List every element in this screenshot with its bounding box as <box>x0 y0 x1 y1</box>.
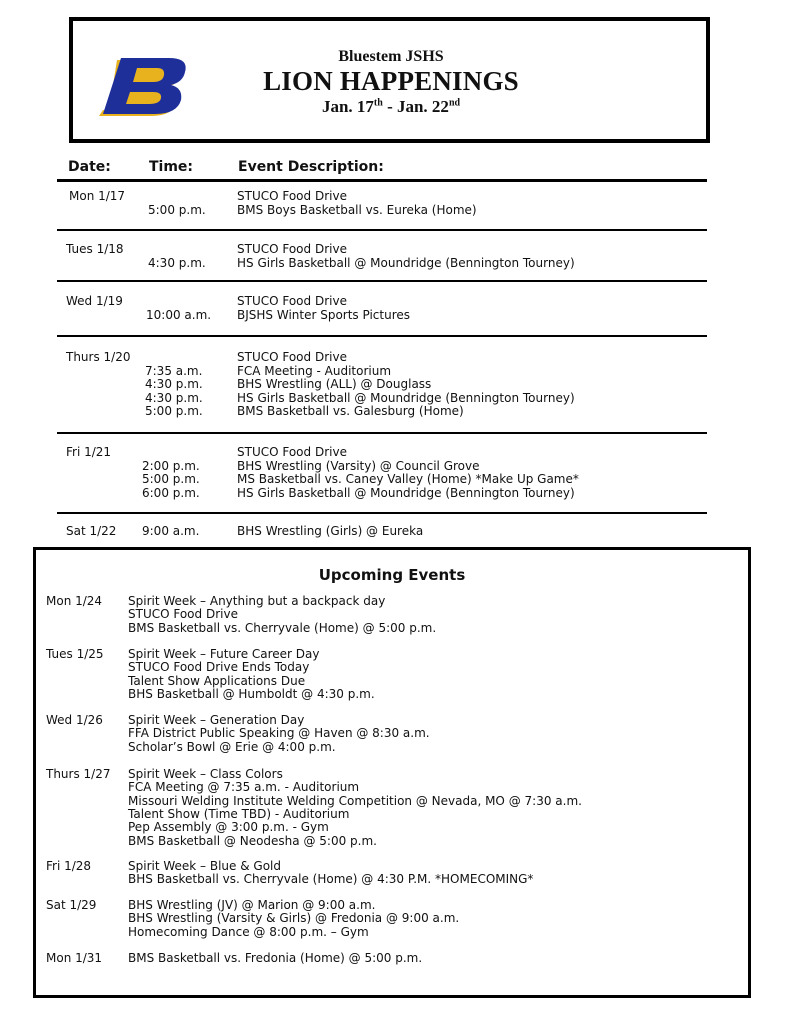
schedule-time: 7:35 a.m. <box>145 363 203 378</box>
upcoming-item: BHS Basketball vs. Cherryvale (Home) @ 4:30 P.M. *HOMECOMING* <box>128 872 534 887</box>
schedule-event: BMS Boys Basketball vs. Eureka (Home) <box>237 202 477 217</box>
schedule-event: BJSHS Winter Sports Pictures <box>237 307 411 322</box>
upcoming-item: Spirit Week – Anything but a backpack day <box>128 594 386 608</box>
upcoming-item: STUCO Food Drive Ends Today <box>128 660 310 675</box>
schedule-event: STUCO Food Drive <box>237 294 347 308</box>
schedule-time: 4:30 p.m. <box>148 255 206 270</box>
upcoming-item: Homecoming Dance @ 8:00 p.m. – Gym <box>128 924 369 939</box>
schedule-event: MS Basketball vs. Caney Valley (Home) *Make Up Game* <box>237 472 579 486</box>
schedule-date: Tues 1/18 <box>66 242 124 256</box>
schedule-date: Wed 1/19 <box>66 294 123 308</box>
header-rule <box>57 179 707 182</box>
upcoming-item: Pep Assembly @ 3:00 p.m. - Gym <box>128 820 329 835</box>
upcoming-item: BHS Wrestling (Varsity & Girls) @ Fredonia @ 9:00 a.m. <box>128 911 460 926</box>
schedule-time: 9:00 a.m. <box>142 524 200 538</box>
upcoming-item: STUCO Food Drive <box>128 607 238 622</box>
upcoming-item: Scholar’s Bowl @ Erie @ 4:00 p.m. <box>128 739 336 754</box>
schedule-date: Thurs 1/20 <box>66 350 131 364</box>
schedule-time: 4:30 p.m. <box>145 390 203 405</box>
upcoming-item: Spirit Week – Generation Day <box>128 713 305 727</box>
schedule-event: HS Girls Basketball @ Moundridge (Bennington Tourney) <box>237 485 575 500</box>
schedule-event: HS Girls Basketball @ Moundridge (Bennington Tourney) <box>237 390 575 405</box>
day-divider <box>57 512 707 514</box>
schedule-time: 6:00 p.m. <box>142 485 200 500</box>
upcoming-item: Spirit Week – Class Colors <box>128 767 283 781</box>
upcoming-item: BMS Basketball vs. Cherryvale (Home) @ 5:00 p.m. <box>128 620 437 635</box>
schedule-time: 10:00 a.m. <box>146 307 212 322</box>
schedule-event: STUCO Food Drive <box>237 445 347 459</box>
schedule-event: BHS Wrestling (Varsity) @ Council Grove <box>237 458 480 473</box>
upcoming-date: Mon 1/31 <box>46 951 103 965</box>
schedule-time: 2:00 p.m. <box>142 458 200 473</box>
day-divider <box>57 280 707 282</box>
schedule-event: BHS Wrestling (Girls) @ Eureka <box>237 524 424 538</box>
upcoming-item: FCA Meeting @ 7:35 a.m. - Auditorium <box>128 780 360 795</box>
upcoming-date: Wed 1/26 <box>46 713 103 727</box>
upcoming-item: Spirit Week – Blue & Gold <box>128 859 281 873</box>
date-sep: - Jan. 22 <box>382 97 449 116</box>
upcoming-title: Upcoming Events <box>318 566 466 584</box>
upcoming-date: Mon 1/24 <box>46 594 103 608</box>
date-end-sup: nd <box>448 97 461 109</box>
day-divider <box>57 432 707 434</box>
day-divider <box>57 229 707 231</box>
schedule-event: HS Girls Basketball @ Moundridge (Bennington Tourney) <box>237 255 575 270</box>
schedule-time: 5:00 p.m. <box>142 472 200 486</box>
schedule-date: Fri 1/21 <box>66 445 112 459</box>
upcoming-date: Thurs 1/27 <box>46 767 111 781</box>
upcoming-item: Spirit Week – Future Career Day <box>128 647 320 661</box>
upcoming-item: BHS Basketball @ Humboldt @ 4:30 p.m. <box>128 686 375 701</box>
schedule-event: BMS Basketball vs. Galesburg (Home) <box>237 404 464 418</box>
schedule-event: STUCO Food Drive <box>237 242 347 256</box>
upcoming-item: FFA District Public Speaking @ Haven @ 8:30 a.m. <box>128 726 430 741</box>
upcoming-date: Tues 1/25 <box>46 647 104 661</box>
schedule-date: Sat 1/22 <box>66 524 117 538</box>
school-name: Bluestem JSHS <box>338 48 444 65</box>
upcoming-item: BMS Basketball @ Neodesha @ 5:00 p.m. <box>128 833 377 848</box>
upcoming-date: Fri 1/28 <box>46 859 92 873</box>
col-header-time: Time: <box>149 159 194 175</box>
schedule-time: 4:30 p.m. <box>145 377 203 391</box>
date-start: Jan. 17 <box>321 97 374 116</box>
schedule-event: FCA Meeting - Auditorium <box>237 363 392 378</box>
schedule-event: STUCO Food Drive <box>237 189 347 203</box>
schedule-event: BHS Wrestling (ALL) @ Douglass <box>237 377 432 391</box>
upcoming-item: Talent Show (Time TBD) - Auditorium <box>128 806 350 821</box>
col-header-date: Date: <box>68 159 111 175</box>
schedule-date: Mon 1/17 <box>69 189 126 203</box>
col-header-event: Event Description: <box>238 159 384 175</box>
date-start-sup: th <box>373 97 383 109</box>
date-range <box>96 97 686 117</box>
schedule-event: STUCO Food Drive <box>237 350 347 364</box>
upcoming-item: Missouri Welding Institute Welding Competition @ Nevada, MO @ 7:30 a.m. <box>128 793 582 808</box>
upcoming-date: Sat 1/29 <box>46 898 97 912</box>
upcoming-item: BMS Basketball vs. Fredonia (Home) @ 5:00 p.m. <box>128 951 423 965</box>
upcoming-item: BHS Wrestling (JV) @ Marion @ 9:00 a.m. <box>128 898 376 912</box>
newsletter-title: LION HAPPENINGS <box>263 66 519 96</box>
upcoming-item: Talent Show Applications Due <box>128 673 306 688</box>
day-divider <box>57 335 707 337</box>
schedule-time: 5:00 p.m. <box>148 202 206 217</box>
schedule-time: 5:00 p.m. <box>145 404 203 418</box>
